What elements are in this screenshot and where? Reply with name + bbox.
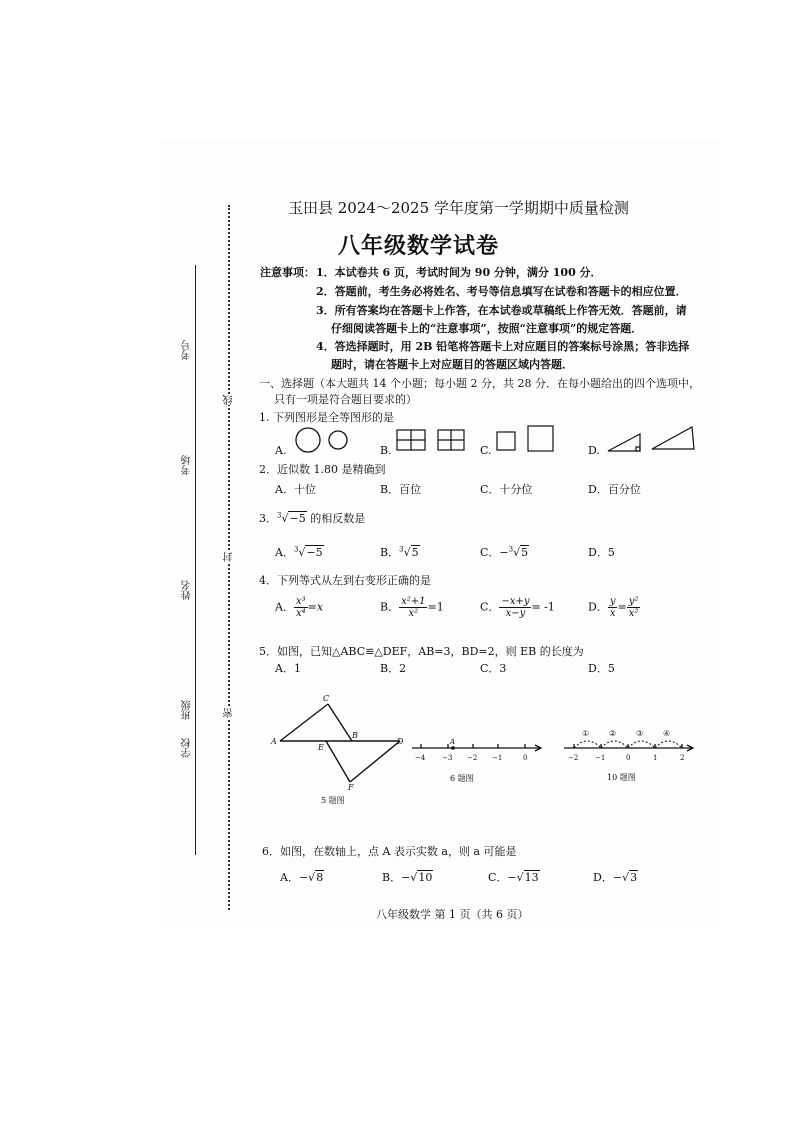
exam-subtitle: 八年级数学试卷 xyxy=(338,233,500,259)
q2-stem: 2．近似数 1.80 是精确到 xyxy=(259,463,386,476)
field-exam-room: 考场 xyxy=(182,455,193,475)
fig6-point-label: A xyxy=(450,738,456,746)
note-2: 2．答题前，考生务必将姓名、考号等信息填写在试卷和答题卡的相应位置． xyxy=(316,285,687,298)
fig10-tick: 2 xyxy=(680,754,685,762)
fig6-caption: 6 题图 xyxy=(450,774,474,783)
fig5-label-c: C xyxy=(323,694,330,703)
fig10-tick: −2 xyxy=(568,754,579,762)
fig6-tick: 0 xyxy=(523,754,528,762)
note-4-cont: 题时，请在答题卡上对应题目的答题区域内答题． xyxy=(331,358,573,371)
q3-stem: 3．$^3$√−5 的相反数是 xyxy=(259,511,366,525)
seal-mark-secret: 密 xyxy=(224,708,235,718)
fig10-caption: 10 题图 xyxy=(607,773,636,782)
q5-option-b: B．2 xyxy=(380,662,407,675)
q5-option-c: C．3 xyxy=(480,662,507,675)
field-exam-number: 考号 xyxy=(182,340,193,360)
q6-stem: 6．如图，在数轴上，点 A 表示实数 a，则 a 可能是 xyxy=(262,845,517,858)
q4-stem: 4．下列等式从左到右变形正确的是 xyxy=(259,574,431,587)
q3-option-a: A．$^3$√−5 xyxy=(275,545,323,559)
q4-option-c: C． $\frac{-x+y}{x-y}$ = -1 xyxy=(480,596,555,619)
exam-title: 玉田县 2024～2025 学年度第一学期期中质量检测 xyxy=(288,199,629,217)
note-3-cont: 仔细阅读答题卡上的“注意事项”，按照“注意事项”的规定答题． xyxy=(331,322,643,335)
section1-heading: 一、选择题（本大题共 14 个小题；每小题 2 分，共 28 分．在每小题给出的四个选项中， xyxy=(259,377,700,390)
q3-option-d: D．5 xyxy=(588,546,615,559)
fig6-tick: −1 xyxy=(492,754,503,762)
page-footer: 八年级数学 第 1 页（共 6 页） xyxy=(376,908,529,921)
q1-c-squares xyxy=(497,426,553,451)
note-3: 3．所有答案均在答题卡上作答，在本试卷或草稿纸上作答无效．答题前，请 xyxy=(316,304,687,317)
fig10-circle-1: ① xyxy=(582,729,590,738)
binding-line xyxy=(195,265,196,855)
q6-option-a: A．−√8 xyxy=(280,871,324,884)
seal-mark-line: 线 xyxy=(224,395,235,405)
fig5-caption: 5 题图 xyxy=(321,796,345,805)
q1-figures xyxy=(290,424,700,458)
q1-option-a-label: A. xyxy=(275,444,287,457)
q2-option-c: C．十分位 xyxy=(480,483,533,496)
fig10-circle-4: ④ xyxy=(663,729,671,738)
q2-option-d: D．百分位 xyxy=(588,483,641,496)
note-4: 4．答选择题时，用 2B 铅笔将答题卡上对应题目的答案标号涂黑；答非选择 xyxy=(316,340,690,353)
q5-option-d: D．5 xyxy=(588,662,615,675)
seal-mark-seal: 封 xyxy=(224,552,235,562)
q1-a-circles xyxy=(296,428,347,452)
q4-option-a: A． $\frac{\text{x³}}{\text{x⁴}}$ =x xyxy=(275,596,324,619)
q1-option-d-label: D. xyxy=(588,444,600,457)
q1-d-triangles xyxy=(608,427,694,451)
q3-option-b: B．$^3$√5 xyxy=(380,545,419,559)
fig10-circle-2: ② xyxy=(609,729,617,738)
q1-option-c-label: C. xyxy=(480,444,492,457)
field-name: 姓名 xyxy=(182,580,193,600)
q6-option-b: B．−√10 xyxy=(382,871,433,884)
fig5-label-b: B xyxy=(352,731,358,740)
fig6-tick: −4 xyxy=(415,754,426,762)
q3-option-c: C．−$^3$√5 xyxy=(480,545,529,559)
q1-b-grids xyxy=(397,430,464,450)
q2-option-b: B．百位 xyxy=(380,483,422,496)
fig5-label-a: A xyxy=(271,737,277,746)
figure-5 xyxy=(268,690,418,810)
notes-label: 注意事项： xyxy=(260,266,315,279)
q5-option-a: A．1 xyxy=(275,662,301,675)
q6-option-c: C．−√13 xyxy=(488,871,539,884)
fig6-tick: −3 xyxy=(442,754,453,762)
q6-option-d: D．−√3 xyxy=(593,871,638,884)
q1-stem: 1. 下列图形是全等图形的是 xyxy=(259,411,394,424)
section1-heading-cont: 只有一项是符合题目要求的） xyxy=(274,393,417,406)
fig5-label-d: D xyxy=(397,737,404,746)
fig10-circle-3: ③ xyxy=(636,729,644,738)
fig5-label-f: F xyxy=(348,783,354,792)
fig6-tick: −2 xyxy=(467,754,478,762)
note-1: 1．本试卷共 6 页，考试时间为 90 分钟，满分 100 分． xyxy=(316,266,602,279)
field-class: 班级 xyxy=(182,700,193,720)
fig5-label-e: E xyxy=(318,743,324,752)
figure-10 xyxy=(560,722,700,790)
q4-option-d: D． $\frac{y}{x}$ = $\frac{\text{y²}}{\text{x²}}$ xyxy=(588,596,639,619)
fig10-tick: 0 xyxy=(626,754,631,762)
q1-option-b-label: B. xyxy=(380,444,392,457)
field-school: 学校 xyxy=(182,738,193,758)
q4-option-b: B． $\frac{\text{x²+1}}{\text{x²}}$ =1 xyxy=(380,596,444,619)
q5-stem: 5．如图，已知△ABC≌△DEF，AB=3，BD=2，则 EB 的长度为 xyxy=(259,645,584,658)
fig6-point-a xyxy=(451,746,455,750)
figure-6 xyxy=(408,735,548,790)
fig10-tick: 1 xyxy=(653,754,658,762)
q2-option-a: A．十位 xyxy=(275,483,316,496)
fig10-tick: −1 xyxy=(595,754,606,762)
